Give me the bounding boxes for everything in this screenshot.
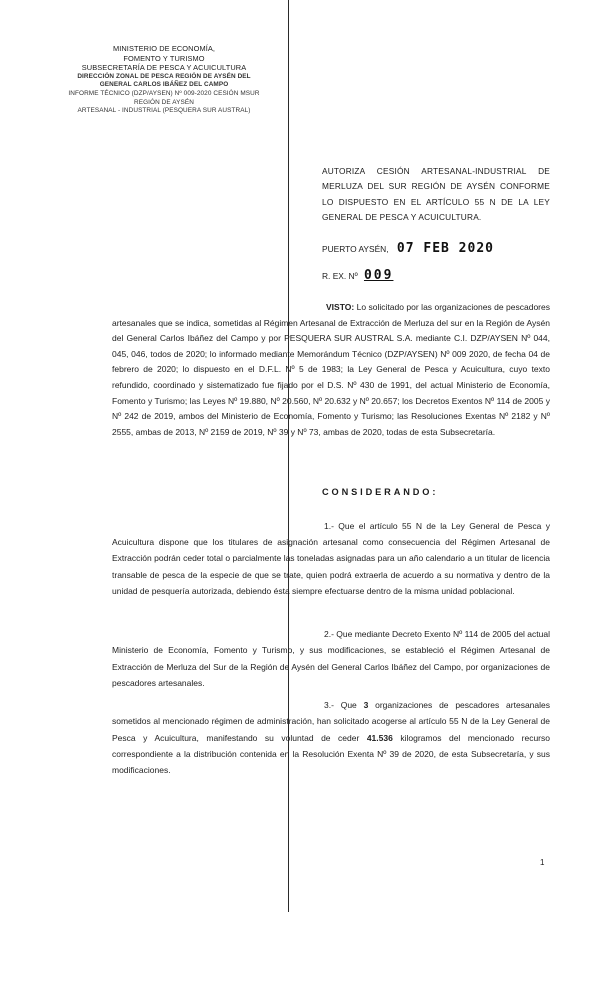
letterhead-informe: INFORME TÉCNICO (DZP/AYSEN) Nº 009-2020 CESIÓN MSUR [68, 89, 260, 97]
visto-lead: VISTO: [326, 302, 355, 312]
letterhead-direccion: DIRECCIÓN ZONAL DE PESCA REGIÓN DE AYSÉN DEL [77, 72, 251, 80]
scan-margin-mark [14, 30, 22, 38]
kilogram-amount: 41.536 [366, 732, 393, 743]
page-number: 1 [540, 858, 545, 867]
considerando-1: 1.- Que el artículo 55 N de la Ley General de Pesca y Acuicultura dispone que los titulares de asignación artesanal como consecuencia del Régimen Artesanal de Extracción podrán ceder total o parcialmente las toneladas asignadas para un año calendario a un titular de licencia transable de pesca de la especie de que se trate, quien podrá extraerla de acuerdo a su normativa y dentro de la unidad de pesquería autorizada, debiendo ésta siempre efectuarse dentro de la misma unidad poblacional. [112, 521, 550, 596]
letterhead-ministry-2: FOMENTO Y TURISMO [123, 53, 205, 63]
resolution-number: 009 [363, 268, 394, 283]
resolution-label: R. EX. Nº [322, 271, 358, 281]
visto-paragraph [112, 300, 550, 440]
considerando-3-a: 3.- Que [324, 700, 364, 710]
considerando-heading: CONSIDERANDO: [322, 487, 439, 497]
considerando-3-b: organizaciones de pescadores artesanales sometidos al mencionado régimen de administración, han solicitado acogerse al artículo 55 N de la Ley General de Pesca y Acuicultura, manifestando su voluntad de ceder [112, 700, 550, 743]
letterhead-region: GENERAL CARLOS IBÁÑEZ DEL CAMPO [99, 81, 229, 89]
resolution-subject: AUTORIZA CESIÓN ARTESANAL-INDUSTRIAL DE MERLUZA DEL SUR REGIÓN DE AYSÉN CONFORME LO DISPUESTO EN EL ARTÍCULO 55 N DE LA LEY GENERAL DE PESCA Y ACUICULTURA. [322, 166, 550, 223]
considerando-3 [112, 697, 550, 778]
letterhead [56, 44, 272, 116]
place-date-line [322, 243, 562, 255]
date-stamp: 07 FEB 2020 [396, 241, 494, 256]
visto-text: Lo solicitado por las organizaciones de pescadores artesanales que se indica, sometidas al Régimen Artesanal de Extracción de Merluza del sur en la Región de Aysén del General Carlos Ibáñez del Campo y por PESQUERA SUR AUSTRAL S.A. mediante C.I. DZP/AYSEN Nº 044, 045, 046, todos de 2020; lo informado mediante Memorándum Técnico (DZP/AYSEN) Nº 009 2020, de fecha 04 de febrero de 2020; lo dispuesto en el D.F.L. Nº 5 de 1983; la Ley General de Pesca y Acuicultura, cuyo texto refundido, coordinado y sistematizado fue fijado por el D.S. Nº 430 de 1991, del actual Ministerio de Economía, Fomento y Turismo; las Leyes Nº 19.880, Nº 20.560, Nº 20.632 y Nº 20.657; los Decretos Exentos Nº 114 de 2005 y Nº 242 de 2019, ambos del Ministerio de Economía, Fomento y Turismo; las Resoluciones Exentas Nº 2182 y Nº 2555, ambas de 2013, Nº 2159 de 2019, Nº 39 y Nº 73, ambas de 2020, todas de esta Subsecretaría. [112, 302, 550, 437]
considerando-3-c: kilogramos del mencionado recurso correspondiente a la distribución contenida en la Resolución Exenta Nº 39 de 2020, de esta Subsecretaría, y sus modificaciones. [112, 732, 550, 776]
letterhead-subsecretaria: SUBSECRETARÍA DE PESCA Y ACUICULTURA [81, 63, 247, 73]
letterhead-region-aysen: REGIÓN DE AYSÉN [134, 98, 194, 106]
letterhead-artesanal: ARTESANAL - INDUSTRIAL (PESQUERA SUR AUSTRAL) [77, 107, 251, 115]
resolution-number-line [322, 270, 562, 282]
organization-count: 3 [363, 700, 369, 710]
considerando-2: 2.- Que mediante Decreto Exento Nº 114 de 2005 del actual Ministerio de Economía, Fomento y Turismo, y sus modificaciones, se estableció el Régimen Artesanal de Extracción de Merluza del Sur de la Región de Aysén del General Carlos Ibáñez del Campo, por organizaciones de pescadores artesanales. [112, 629, 550, 689]
place-label: PUERTO AYSÉN, [322, 244, 389, 254]
letterhead-ministry: MINISTERIO DE ECONOMÍA, [112, 44, 216, 53]
